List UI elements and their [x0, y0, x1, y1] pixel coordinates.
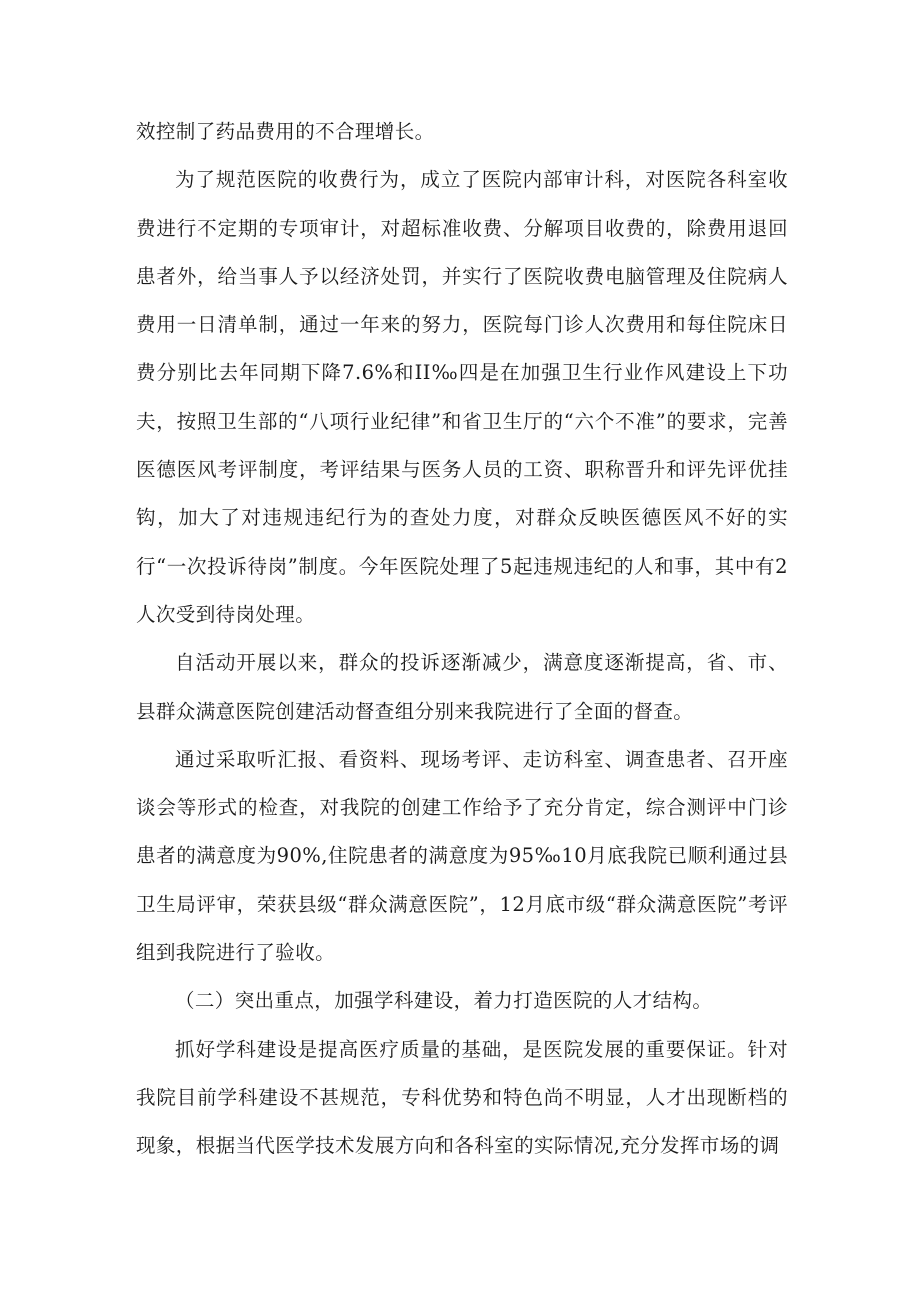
section-heading-discipline-building: （二）突出重点，加强学科建设，着力打造医院的人才结构。	[175, 989, 713, 1013]
paragraph-fee-regulation: 为了规范医院的收费行为，成立了医院内部审计科，对医院各科室收费进行不定期的专项审计，对超标准收费、分解项目收费的，除费用退回患者外，给当事人予以经济处罚，并实行了医院收费电脑管理及住院病人费用一日清单制，通过一年来的努力，医院每门诊人次费用和每住院床日费分别比去年同期下降7.6%和II‰四是在加强卫生行业作风建设上下功夫，按照卫生部的“八项行业纪律”和省卫生厅的“六个不准”的要求，完善医德医风考评制度，考评结果与医务人员的工资、职称晋升和评先评优挂钩，加大了对违规违纪行为的查处力度，对群众反映医德医风不好的实行“一次投诉待岗”制度。今年医院处理了5起违规违纪的人和事，其中有2人次受到待岗处理。	[136, 168, 788, 626]
paragraph-inspection: 自活动开展以来，群众的投诉逐渐减少，满意度逐渐提高，省、市、县群众满意医院创建活动督查组分别来我院进行了全面的督查。	[136, 651, 788, 723]
paragraph-continuation: 效控制了药品费用的不合理增长。	[136, 120, 435, 143]
paragraph-evaluation-results: 通过采取听汇报、看资料、现场考评、走访科室、调查患者、召开座谈会等形式的检查，对我院的创建工作给予了充分肯定，综合测评中门诊患者的满意度为90%,住院患者的满意度为95‰10月底我院已顺利通过县卫生局评审，荣获县级“群众满意医院”，12月底市级“群众满意医院”考评组到我院进行了验收。	[136, 747, 788, 965]
paragraph-discipline-building: 抓好学科建设是提高医疗质量的基础，是医院发展的重要保证。针对我院目前学科建设不甚规范，专科优势和特色尚不明显，人才出现断档的现象，根据当代医学技术发展方向和各科室的实际情况,充分发挥市场的调	[136, 1037, 788, 1158]
document-body	[136, 108, 788, 1171]
